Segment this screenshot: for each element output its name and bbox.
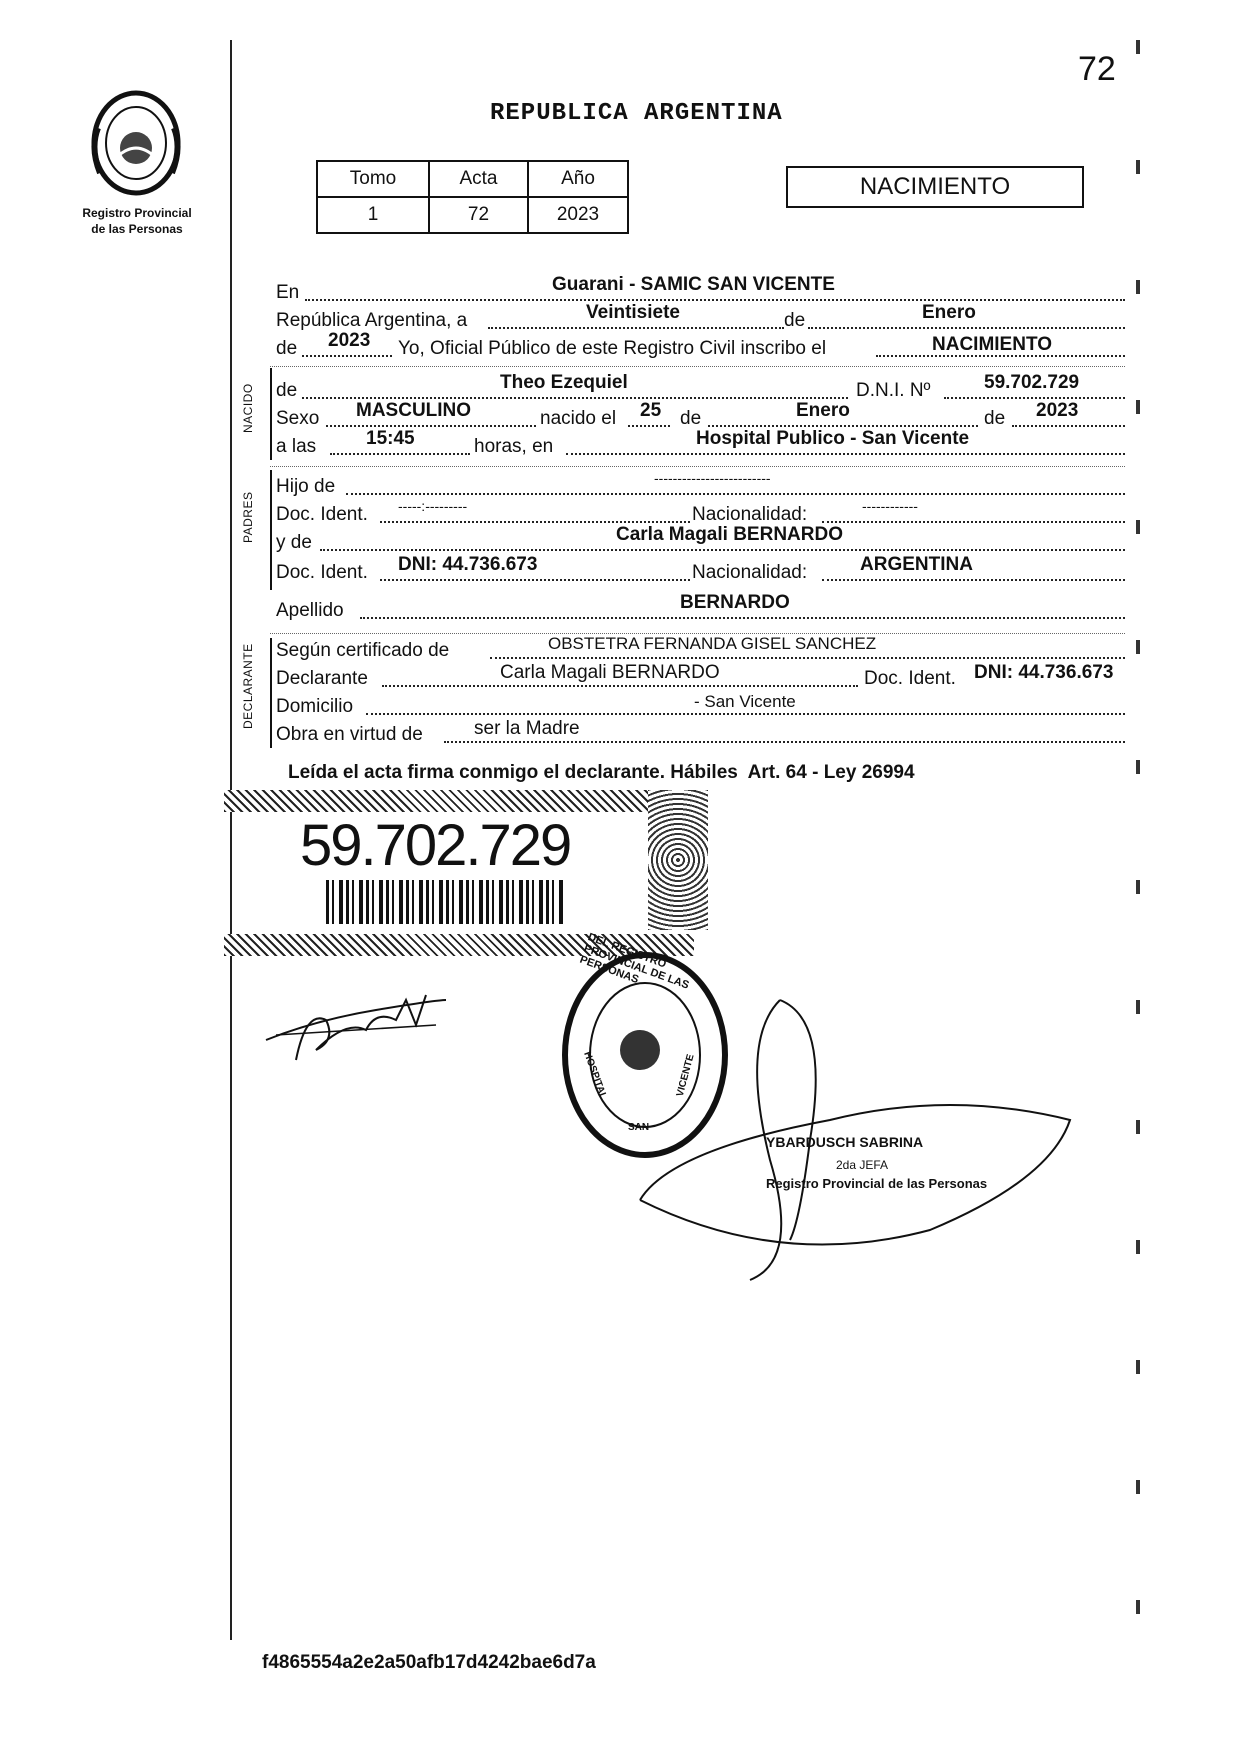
dotline: [444, 741, 1125, 743]
dotline: [822, 521, 1125, 523]
dotline: [382, 685, 858, 687]
declarant-name: Carla Magali BERNARDO: [500, 662, 720, 683]
dotline: [488, 327, 784, 329]
logo: [86, 88, 186, 198]
section-label-nacido: NACIDO: [241, 383, 255, 433]
left-rule: [230, 40, 232, 1640]
label-domicilio: Domicilio: [276, 696, 354, 717]
label-de: de: [276, 338, 298, 359]
section-bracket-declarante: [270, 638, 272, 748]
label-obra: Obra en virtud de: [276, 724, 423, 745]
stamp-inner-bottom: SAN: [628, 1122, 650, 1133]
dotline: [1012, 425, 1125, 427]
dotline: [944, 397, 1125, 399]
father-nationality: ------------: [862, 498, 918, 514]
declarant-doc: DNI: 44.736.673: [974, 662, 1114, 683]
day-value: Veintisiete: [586, 302, 680, 323]
right-margin-marks: [1136, 40, 1140, 1680]
certificate-value: OBSTETRA FERNANDA GISEL SANCHEZ: [548, 634, 877, 653]
table-header: Acta: [429, 161, 528, 197]
father-name: -------------------------: [654, 470, 771, 486]
act-type-label: NACIMIENTO: [859, 173, 1011, 200]
birth-month: Enero: [796, 400, 850, 421]
dotline: [366, 713, 1125, 715]
dotline: [302, 355, 392, 357]
section-label-padres: PADRES: [241, 491, 255, 543]
dotline: [628, 425, 670, 427]
child-dni: 59.702.729: [984, 372, 1080, 393]
dotline: [326, 425, 536, 427]
birth-year: 2023: [1036, 400, 1079, 421]
registry-statement: Yo, Oficial Público de este Registro Civil inscribo el: [398, 338, 827, 359]
mother-doc: DNI: 44.736.673: [398, 554, 538, 575]
label-horas: horas, en: [474, 436, 554, 457]
label-de: de: [680, 408, 702, 429]
barcode-number: 59.702.729: [300, 813, 571, 878]
birth-time: 15:45: [366, 428, 415, 449]
table-cell: 72: [429, 197, 528, 233]
dotline: [305, 299, 1125, 301]
label-a-las: a las: [276, 436, 317, 457]
page-number: 72: [1078, 50, 1116, 88]
section-bracket-nacido: [270, 368, 272, 460]
document-hash: f4865554a2e2a50afb17d4242bae6d7a: [262, 1652, 596, 1673]
signature-left: [256, 980, 456, 1070]
dotline: [566, 453, 1125, 455]
registry-table: [316, 160, 629, 234]
label-nacido-el: nacido el: [540, 408, 617, 429]
child-name: Theo Ezequiel: [500, 372, 628, 393]
birth-day: 25: [640, 400, 662, 421]
act-type-box: [786, 166, 1084, 208]
label-date: República Argentina, a: [276, 310, 468, 331]
label-segun: Según certificado de: [276, 640, 450, 661]
label-dni: D.N.I. Nº: [856, 380, 931, 401]
surname-value: BERNARDO: [680, 592, 790, 613]
label-en: En: [276, 282, 300, 303]
dotline: [490, 657, 1125, 659]
sex-value: MASCULINO: [356, 400, 472, 421]
stamp-ring-text: DEL REGISTRO PROVINCIAL DE LAS PERSONAS: [578, 931, 691, 992]
officer-title: 2da JEFA: [836, 1158, 889, 1172]
dotline: [708, 425, 978, 427]
label-apellido: Apellido: [276, 600, 344, 621]
logo-caption-1: Registro Provincial: [82, 206, 192, 220]
stamp-inner-left: HOSPITAL: [581, 1050, 609, 1101]
label-de: de: [784, 310, 806, 331]
obra-value: ser la Madre: [474, 718, 580, 739]
label-de: de: [984, 408, 1006, 429]
address-value: - San Vicente: [694, 692, 796, 711]
security-hologram: [648, 790, 708, 930]
section-label-declarante: DECLARANTE: [241, 643, 255, 729]
officer-name: YBARDUSCH SABRINA: [766, 1134, 924, 1150]
label-declarante: Declarante: [276, 668, 368, 689]
month-value: Enero: [922, 302, 976, 323]
dotline: [320, 549, 1125, 551]
logo-caption-2: de las Personas: [91, 222, 183, 236]
section-bracket-padres: [270, 470, 272, 590]
table-header: Tomo: [317, 161, 429, 197]
security-strip: [224, 790, 660, 812]
place-value: Guarani - SAMIC SAN VICENTE: [552, 274, 835, 295]
dotline: [380, 579, 690, 581]
table-cell: 2023: [528, 197, 628, 233]
stamp-inner-right: VICENTE: [674, 1053, 697, 1098]
label-hijo-de: Hijo de: [276, 476, 336, 497]
table-cell: 1: [317, 197, 429, 233]
closing-statement: Leída el acta firma conmigo el declarante. Hábiles Art. 64 - Ley 26994: [288, 762, 915, 783]
label-de: de: [276, 380, 298, 401]
label-nacionalidad: Nacionalidad:: [692, 504, 808, 525]
act-value: NACIMIENTO: [932, 334, 1052, 355]
dotline: [360, 617, 1125, 619]
dotline: [380, 521, 690, 523]
dotline: [822, 579, 1125, 581]
barcode: [326, 880, 566, 924]
dotline: [302, 397, 848, 399]
seal-icon: [86, 88, 186, 198]
dotline: [808, 327, 1125, 329]
dotline: [346, 493, 1125, 495]
label-doc-ident: Doc. Ident.: [276, 562, 368, 583]
mother-name: Carla Magali BERNARDO: [616, 524, 843, 545]
father-doc: -----:---------: [398, 498, 468, 514]
birth-place: Hospital Publico - San Vicente: [696, 428, 970, 449]
label-doc-ident: Doc. Ident.: [864, 668, 956, 689]
label-nacionalidad: Nacionalidad:: [692, 562, 808, 583]
dotline: [330, 453, 470, 455]
section-rule: [270, 366, 1125, 367]
year-value: 2023: [328, 330, 371, 351]
table-header: Año: [528, 161, 628, 197]
mother-nationality: ARGENTINA: [860, 554, 973, 575]
label-sexo: Sexo: [276, 408, 320, 429]
label-doc-ident: Doc. Ident.: [276, 504, 368, 525]
document-title: REPUBLICA ARGENTINA: [490, 100, 783, 127]
label-y-de: y de: [276, 532, 312, 553]
officer-office: Registro Provincial de las Personas: [766, 1176, 988, 1191]
section-rule: [270, 466, 1125, 467]
